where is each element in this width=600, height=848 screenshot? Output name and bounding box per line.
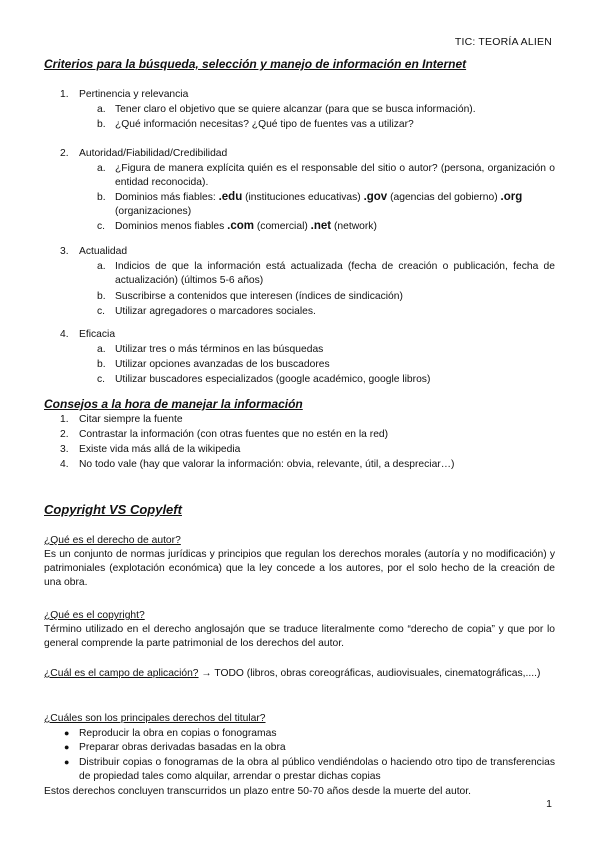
sub-item-text: Utilizar opciones avanzadas de los buscadores <box>115 359 330 370</box>
question-derechos-titular: ¿Cuáles son los principales derechos del titular? <box>44 713 266 724</box>
answer-derecho-autor: Es un conjunto de normas jurídicas y principios que regulan los derechos morales (autoría y no modificación) y patrimoniales (explotación económica) que la ley concede a los autores, por el solo hecho de la creación de una obra. <box>44 549 555 588</box>
sub-letter: b. <box>97 119 106 130</box>
list-number: 1. <box>60 414 69 425</box>
sub-item-domains-reliable: Dominios más fiables: .edu (instituciones educativas) .gov (agencias del gobierno) .org (organizaciones) <box>115 191 523 217</box>
campo-aplicacion <box>44 667 555 681</box>
sub-letter: c. <box>97 221 106 232</box>
list-number: 3. <box>60 246 69 257</box>
list-item: Contrastar la información (con otras fuentes que no estén en la red) <box>79 429 389 440</box>
list-number: 4. <box>60 329 69 340</box>
section-heading-copyright: Copyright VS Copyleft <box>44 502 182 517</box>
sub-item-text: Utilizar buscadores especializados (google académico, google libros) <box>115 374 431 385</box>
bullet-item: Reproducir la obra en copias o fonogramas <box>79 728 277 739</box>
header-title: TIC: TEORÍA ALIEN <box>454 36 552 48</box>
sub-item-text: Utilizar tres o más términos en las búsquedas <box>115 344 324 355</box>
closing-text: Estos derechos concluyen transcurridos un plazo entre 50-70 años desde la muerte del autor. <box>44 786 472 797</box>
bullet-item: Preparar obras derivadas basadas en la obra <box>79 742 286 753</box>
section-heading-criterios: Criterios para la búsqueda, selección y manejo de información en Internet <box>44 57 467 71</box>
sub-letter: a. <box>97 261 106 272</box>
bullet-icon: ● <box>64 757 70 767</box>
question-campo-aplicacion: ¿Cuál es el campo de aplicación? <box>44 668 199 679</box>
sub-item-text: Utilizar agregadores o marcadores sociales. <box>115 306 316 317</box>
list-item: No todo vale (hay que valorar la información: obvia, relevante, útil, a despreciar…) <box>79 459 455 470</box>
list-item-label: Pertinencia y relevancia <box>79 89 189 100</box>
bullet-icon: ● <box>64 728 70 738</box>
list-item-label: Eficacia <box>79 329 116 340</box>
question-derecho-autor: ¿Qué es el derecho de autor? <box>44 535 181 546</box>
page-number: 1 <box>546 798 552 810</box>
sub-item-text: ¿Figura de manera explícita quién es el responsable del sitio o autor? (persona, organización o entidad reconocida). <box>115 163 555 188</box>
list-item-label: Actualidad <box>79 246 128 257</box>
sub-letter: c. <box>97 374 106 385</box>
sub-letter: a. <box>97 104 106 115</box>
sub-item-domains-unreliable: Dominios menos fiables .com (comercial) .net (network) <box>115 220 377 232</box>
section-heading-consejos: Consejos a la hora de manejar la información <box>44 397 303 411</box>
list-number: 4. <box>60 459 69 470</box>
sub-letter: c. <box>97 306 106 317</box>
list-number: 2. <box>60 429 69 440</box>
list-number: 1. <box>60 89 69 100</box>
sub-letter: b. <box>97 192 106 203</box>
bullet-item: Distribuir copias o fonogramas de la obra al público vendiéndolas o haciendo otro tipo de transferencias de propiedad tales como alquilar, arrendar o prestar dichas copias <box>79 757 555 782</box>
sub-item-text: Suscribirse a contenidos que interesen (índices de sindicación) <box>115 291 403 302</box>
sub-letter: b. <box>97 291 106 302</box>
list-item: Citar siempre la fuente <box>79 414 183 425</box>
sub-letter: a. <box>97 344 106 355</box>
sub-item-text: ¿Qué información necesitas? ¿Qué tipo de fuentes vas a utilizar? <box>115 119 414 130</box>
sub-item-text: Indicios de que la información está actualizada (fecha de creación o publicación, fecha de actualización) (últimos 5-6 años) <box>115 261 555 286</box>
sub-item-text: Tener claro el objetivo que se quiere alcanzar (para que se busca información). <box>115 104 476 115</box>
answer-campo-aplicacion: → TODO (libros, obras coreográficas, audiovisuales, cinematográficas,....) <box>198 668 541 679</box>
bullet-icon: ● <box>64 742 70 752</box>
question-copyright: ¿Qué es el copyright? <box>44 610 145 621</box>
list-item-label: Autoridad/Fiabilidad/Credibilidad <box>79 148 228 159</box>
list-number: 3. <box>60 444 69 455</box>
sub-letter: b. <box>97 359 106 370</box>
answer-copyright: Término utilizado en el derecho anglosajón que se traduce literalmente como “derecho de copia” y que por lo general comprende la parte patrimonial de los derechos del autor. <box>44 624 555 649</box>
sub-letter: a. <box>97 163 106 174</box>
list-item: Existe vida más allá de la wikipedia <box>79 444 241 455</box>
list-number: 2. <box>60 148 69 159</box>
